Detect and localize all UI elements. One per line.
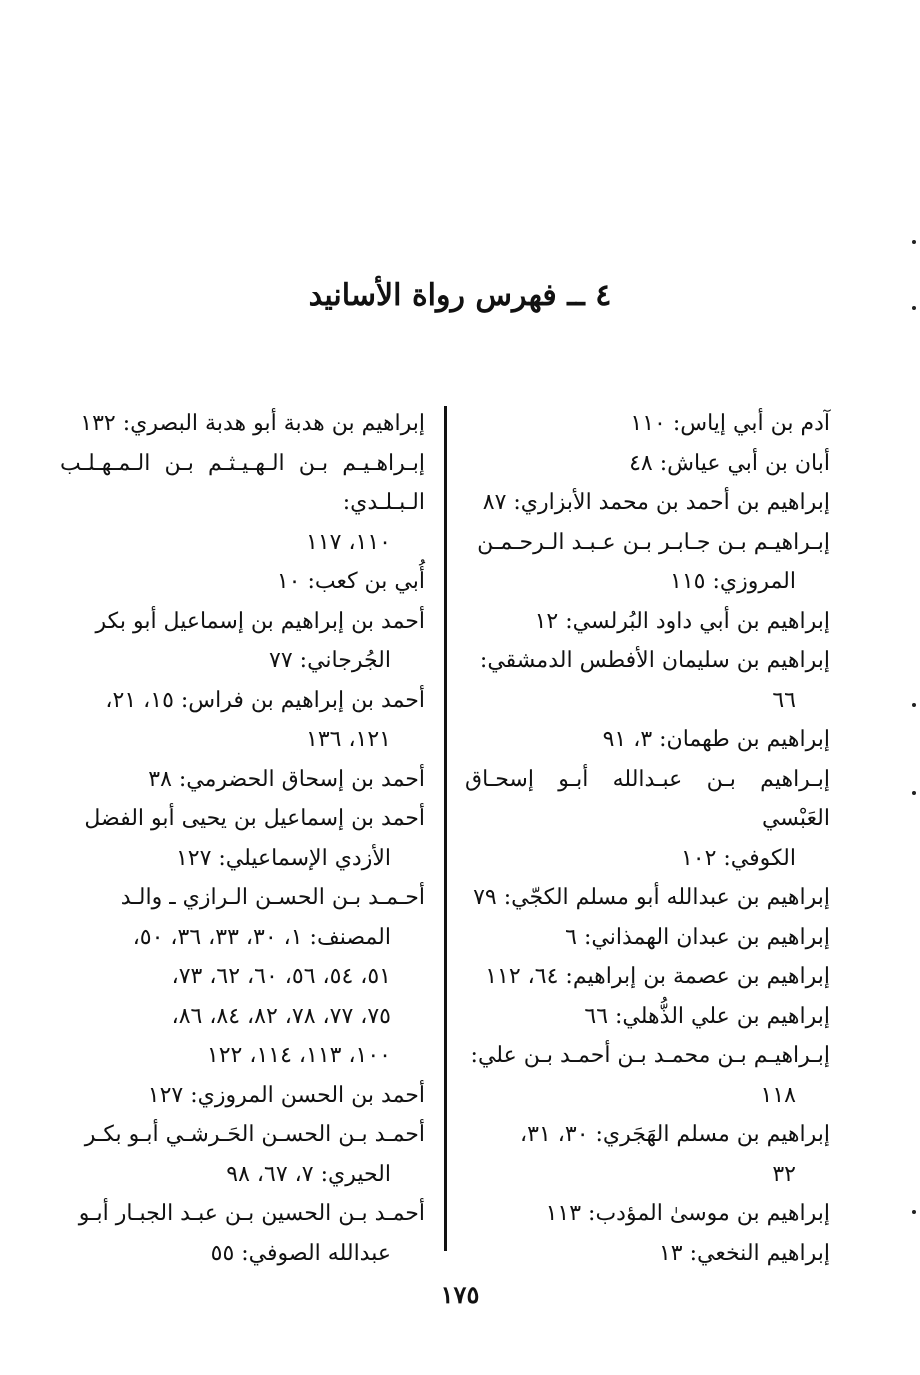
left-column — [60, 404, 425, 1266]
index-entry — [60, 799, 425, 878]
index-entry — [60, 681, 425, 760]
index-entry — [465, 602, 830, 642]
index-entry — [465, 1194, 830, 1234]
entry-name: أحمد بن إسحاق الحضرمي: ٣٨ — [148, 766, 425, 792]
entry-continuation: عبدالله الصوفي: ٥٥ — [210, 1240, 391, 1266]
index-entry — [465, 1115, 830, 1194]
right-column — [465, 404, 830, 1266]
margin-mark — [912, 240, 916, 244]
page-title: ٤ ــ فهرس رواة الأسانيد — [308, 278, 612, 313]
index-columns — [60, 404, 830, 1266]
entry-name: أحـمـد بـن الحسـن الـرازي ـ والـد — [120, 885, 425, 910]
index-entry — [465, 997, 830, 1037]
entry-name: إبراهيم بن هدبة أبو هدبة البصري: ١٣٢ — [80, 411, 425, 436]
entry-name: إبـراهـيـم بـن الـهـيـثـم بـن الـمـهـلـب الـبـلـدي: — [60, 450, 425, 515]
margin-mark — [912, 306, 916, 310]
entry-name: إبراهيم بن مسلم الهَجَري: ٣٠، ٣١، — [520, 1122, 830, 1147]
entry-continuation: الحيري: ٧، ٦٧، ٩٨ — [226, 1161, 391, 1187]
index-entry — [60, 404, 425, 444]
margin-mark — [912, 791, 916, 795]
entry-name: أحمـد بـن الحسـن الحَـرشـي أبـو بكـر — [84, 1122, 425, 1147]
entry-continuation: ٦٦ — [772, 687, 796, 713]
entry-name: إبراهيم بن علي الذُّهلي: ٦٦ — [584, 1003, 830, 1029]
index-entry — [465, 641, 830, 720]
entry-continuation: ١١٨ — [760, 1082, 796, 1108]
page-number: ١٧٥ — [440, 1280, 480, 1309]
entry-continuation: ٧٥، ٧٧، ٧٨، ٨٢، ٨٤، ٨٦، — [171, 1003, 391, 1029]
entry-name: إبراهيم بن سليمان الأفطس الدمشقي: — [479, 648, 830, 673]
entry-name: إبـراهيـم بـن جـابـر بـن عـبـد الـرحـمـن — [477, 529, 830, 555]
entry-name: إبراهيم بن عصمة بن إبراهيم: ٦٤، ١١٢ — [485, 964, 830, 989]
entry-name: إبراهيم بن أبي داود البُرلسي: ١٢ — [534, 608, 830, 634]
entry-continuation: الجُرجاني: ٧٧ — [269, 648, 391, 673]
index-entry — [465, 1036, 830, 1115]
index-entry — [60, 602, 425, 681]
entry-continuation: ٥١، ٥٤، ٥٦، ٦٠، ٦٢، ٧٣، — [171, 964, 391, 989]
entry-name: أبان بن أبي عياش: ٤٨ — [629, 450, 830, 476]
entry-name: أحمـد بـن الحسين بـن عبـد الجبـار أبـو — [78, 1201, 425, 1226]
entry-continuation: ١٢١، ١٣٦ — [306, 727, 391, 752]
index-entry — [60, 760, 425, 800]
index-entry — [60, 1115, 425, 1194]
index-entry — [465, 444, 830, 484]
entry-continuation: المروزي: ١١٥ — [670, 569, 796, 594]
index-entry — [465, 918, 830, 958]
entry-name: إبراهيم بن طهمان: ٣، ٩١ — [602, 727, 830, 752]
entry-name: أحمد بن إسماعيل بن يحيى أبو الفضل — [84, 806, 425, 831]
margin-mark — [912, 1210, 916, 1214]
entry-name: إبـراهيـم بـن محمـد بـن أحمـد بـن علي: — [470, 1043, 830, 1068]
margin-mark — [912, 703, 916, 707]
entry-name: أحمد بن الحسن المروزي: ١٢٧ — [147, 1082, 425, 1108]
entry-continuation: ١١٠، ١١٧ — [306, 529, 391, 555]
index-entry — [465, 404, 830, 444]
entry-continuation: المصنف: ١، ٣٠، ٣٣، ٣٦، ٥٠، — [132, 924, 391, 950]
index-entry — [60, 444, 425, 563]
entry-name: إبراهيم بن عبدان الهمذاني: ٦ — [565, 924, 830, 950]
entry-continuation: الأزدي الإسماعيلي: ١٢٧ — [175, 845, 391, 871]
entry-name: إبـراهيم بـن عبـدالله أبـو إسحـاق العَبْسي — [465, 766, 830, 831]
index-entry — [465, 760, 830, 879]
entry-name: آدم بن أبي إياس: ١١٠ — [630, 411, 830, 436]
index-entry — [60, 562, 425, 602]
entry-name: إبراهيم النخعي: ١٣ — [658, 1240, 830, 1266]
entry-continuation: الكوفي: ١٠٢ — [680, 845, 796, 871]
entry-name: أحمد بن إبراهيم بن فراس: ١٥، ٢١، — [105, 687, 425, 713]
entry-continuation: ١٠٠، ١١٣، ١١٤، ١٢٢ — [206, 1043, 391, 1068]
entry-name: أحمد بن إبراهيم بن إسماعيل أبو بكر — [95, 608, 425, 634]
entry-name: إبراهيم بن موسىٰ المؤدب: ١١٣ — [545, 1201, 830, 1226]
index-entry — [465, 957, 830, 997]
entry-continuation: ٣٢ — [772, 1161, 796, 1187]
index-entry — [60, 878, 425, 1076]
index-entry — [465, 523, 830, 602]
index-entry — [60, 1194, 425, 1273]
index-entry — [465, 1234, 830, 1274]
index-entry — [465, 483, 830, 523]
index-entry — [60, 1076, 425, 1116]
entry-name: أُبي بن كعب: ١٠ — [276, 569, 425, 594]
index-entry — [465, 720, 830, 760]
index-entry — [465, 878, 830, 918]
column-divider — [444, 406, 447, 1251]
entry-name: إبراهيم بن عبدالله أبو مسلم الكجّي: ٧٩ — [473, 885, 830, 910]
entry-name: إبراهيم بن أحمد بن محمد الأبزاري: ٨٧ — [482, 490, 830, 515]
